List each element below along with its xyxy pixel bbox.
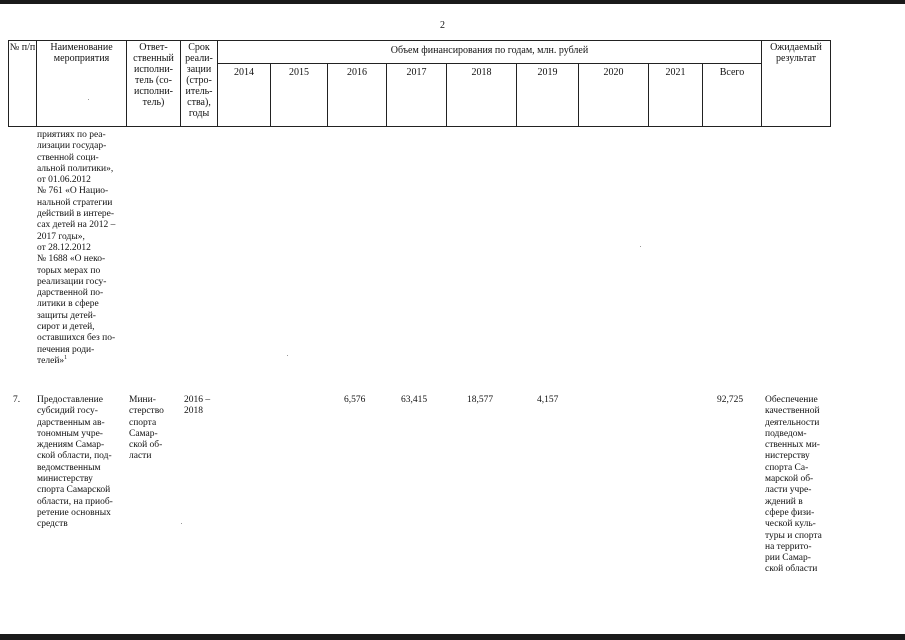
row7-value-2019: 4,157: [537, 395, 559, 405]
row7-term: 2016 – 2018: [184, 395, 211, 417]
row7-value-2018: 18,577: [467, 395, 494, 405]
header-year-2015: 2015: [289, 67, 309, 78]
row7-value-2016: 6,576: [344, 395, 366, 405]
scan-speck: [287, 355, 288, 356]
row7-num: 7.: [13, 395, 21, 405]
row7-result: Обеспечение качественной деятельности подведом- ственных ми- нистерству спорта Са- марской об- ласти учре- ждений в сфере физи- ческой куль- туры и спорта на террито- рии Самар- ской области: [765, 395, 822, 575]
header-year-2018: 2018: [471, 67, 492, 78]
row7-responsible: Мини- стерство спорта Самар- ской об- ласти: [129, 395, 164, 462]
header-name: Наименование мероприятия: [50, 42, 113, 64]
top-border-bar: [0, 0, 905, 4]
footnote-marker: 1: [64, 354, 68, 361]
continuation-body: приятиях по реа- лизации государ- ственной соци- альной политики», от 01.06.2012 № 761 «О Нацио- нальной стратегии действий в интере- сах детей на 2012 – 2017 годы», от 28.12.2012 № 1688 «О неко- торых мерах по реализации госу- дарственной по- литики в сфере защиты детей- сирот и детей, оставшихся без по- печения роди- телей»: [37, 130, 116, 366]
row7-value-total: 92,725: [717, 395, 744, 405]
header-responsible: Ответ- ственный исполни- тель (со- исполни- тель): [133, 42, 174, 108]
header-year-2016: 2016: [347, 67, 367, 78]
header-year-2020: 2020: [603, 67, 624, 78]
header-year-2017: 2017: [406, 67, 427, 78]
header-total: Всего: [719, 67, 745, 78]
page-number: 2: [440, 20, 445, 31]
scan-speck: [88, 99, 89, 100]
header-year-2021: 2021: [665, 67, 686, 78]
scan-speck: [640, 246, 641, 247]
header-result: Ожидаемый результат: [770, 42, 822, 64]
row7-name: Предоставление субсидий госу- дарственным ав- тономным учре- ждениям Самар- ской области, под- ведомственным министерству спорта Самарской области, на приоб- ретение основных средств: [37, 395, 113, 530]
row7-value-2017: 63,415: [401, 395, 428, 405]
header-year-2019: 2019: [537, 67, 558, 78]
header-year-2014: 2014: [234, 67, 254, 78]
scan-speck: [181, 523, 182, 524]
continuation-text: [37, 130, 129, 367]
header-num: № п/п: [9, 42, 36, 53]
header-term: Срок реали- зации (стро- итель- ства), годы: [185, 42, 213, 119]
bottom-border-bar: [0, 634, 905, 640]
header-financing: Объем финансирования по годам, млн. рублей: [390, 45, 589, 56]
